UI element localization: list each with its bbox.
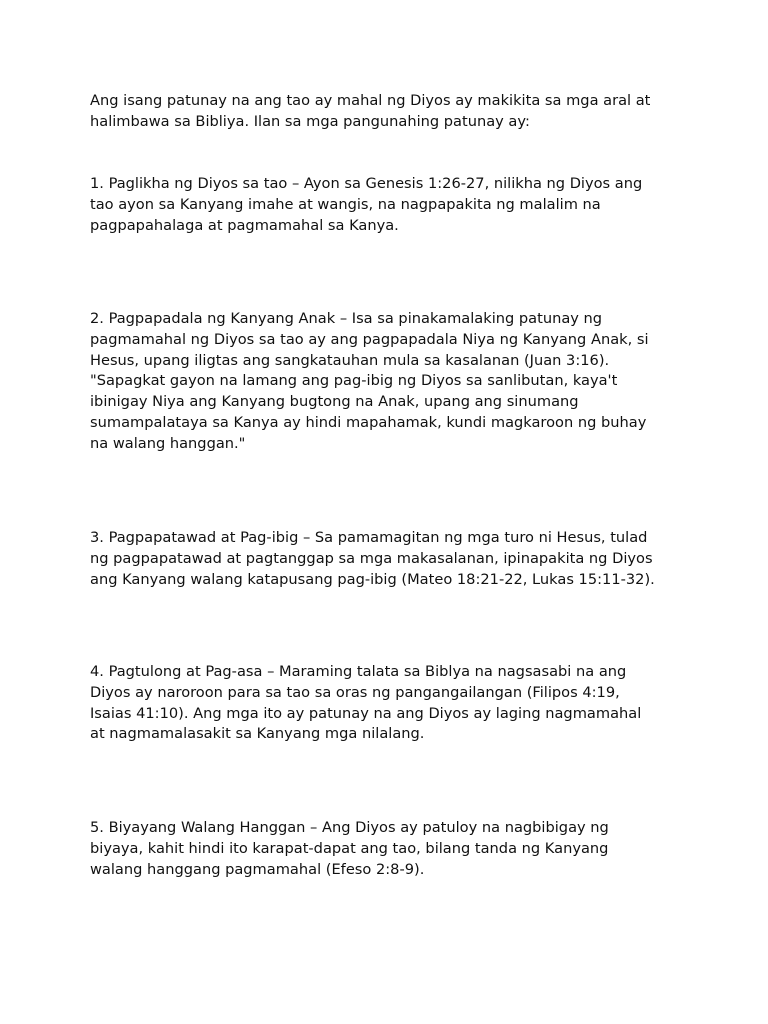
text-line: walang hanggang pagmamahal (Efeso 2:8-9).	[90, 860, 425, 878]
point-1-paragraph	[90, 174, 690, 236]
text-line: Hesus, upang iligtas ang sangkatauhan mula sa kasalanan (Juan 3:16).	[90, 351, 610, 369]
point-2-paragraph	[90, 309, 690, 455]
text-line: Diyos ay naroroon para sa tao sa oras ng pangangailangan (Filipos 4:19,	[90, 683, 620, 701]
point-3-paragraph	[90, 528, 690, 590]
text-line: ang Kanyang walang katapusang pag-ibig (Mateo 18:21-22, Lukas 15:11-32).	[90, 570, 655, 588]
point-4-paragraph	[90, 662, 690, 745]
text-line: at nagmamalasakit sa Kanyang mga nilalang.	[90, 725, 425, 743]
text-line: Ang isang patunay na ang tao ay mahal ng Diyos ay makikita sa mga aral at	[90, 92, 651, 109]
text-line: 2. Pagpapadala ng Kanyang Anak – Isa sa pinakamalaking patunay ng	[90, 310, 603, 327]
text-line: na walang hanggan."	[90, 434, 246, 452]
text-line: 4. Pagtulong at Pag-asa – Maraming talata sa Biblya na nagsasabi na ang	[90, 663, 627, 680]
point-5-paragraph	[90, 818, 690, 880]
text-line: sumampalataya sa Kanya ay hindi mapahamak, kundi magkaroon ng buhay	[90, 413, 647, 431]
text-line: 3. Pagpapatawad at Pag-ibig – Sa pamamagitan ng mga turo ni Hesus, tulad	[90, 529, 648, 546]
text-line: ibinigay Niya ang Kanyang bugtong na Anak, upang ang sinumang	[90, 393, 579, 411]
text-line: pagpapahalaga at pagmamahal sa Kanya.	[90, 216, 399, 234]
intro-paragraph	[90, 91, 690, 133]
text-line: 1. Paglikha ng Diyos sa tao – Ayon sa Genesis 1:26-27, nilikha ng Diyos ang	[90, 175, 643, 192]
text-line: tao ayon sa Kanyang imahe at wangis, na nagpapakita ng malalim na	[90, 195, 601, 213]
text-line: pagmamahal ng Diyos sa tao ay ang pagpapadala Niya ng Kanyang Anak, si	[90, 330, 649, 348]
text-line: "Sapagkat gayon na lamang ang pag-ibig ng Diyos sa sanlibutan, kaya't	[90, 372, 618, 390]
text-line: Isaias 41:10). Ang mga ito ay patunay na ang Diyos ay laging nagmamahal	[90, 704, 642, 722]
text-line: 5. Biyayang Walang Hanggan – Ang Diyos ay patuloy na nagbibigay ng	[90, 819, 609, 836]
text-line: halimbawa sa Bibliya. Ilan sa mga pangunahing patunay ay:	[90, 112, 530, 130]
text-line: ng pagpapatawad at pagtanggap sa mga makasalanan, ipinapakita ng Diyos	[90, 549, 653, 567]
text-line: biyaya, kahit hindi ito karapat-dapat ang tao, bilang tanda ng Kanyang	[90, 839, 609, 857]
